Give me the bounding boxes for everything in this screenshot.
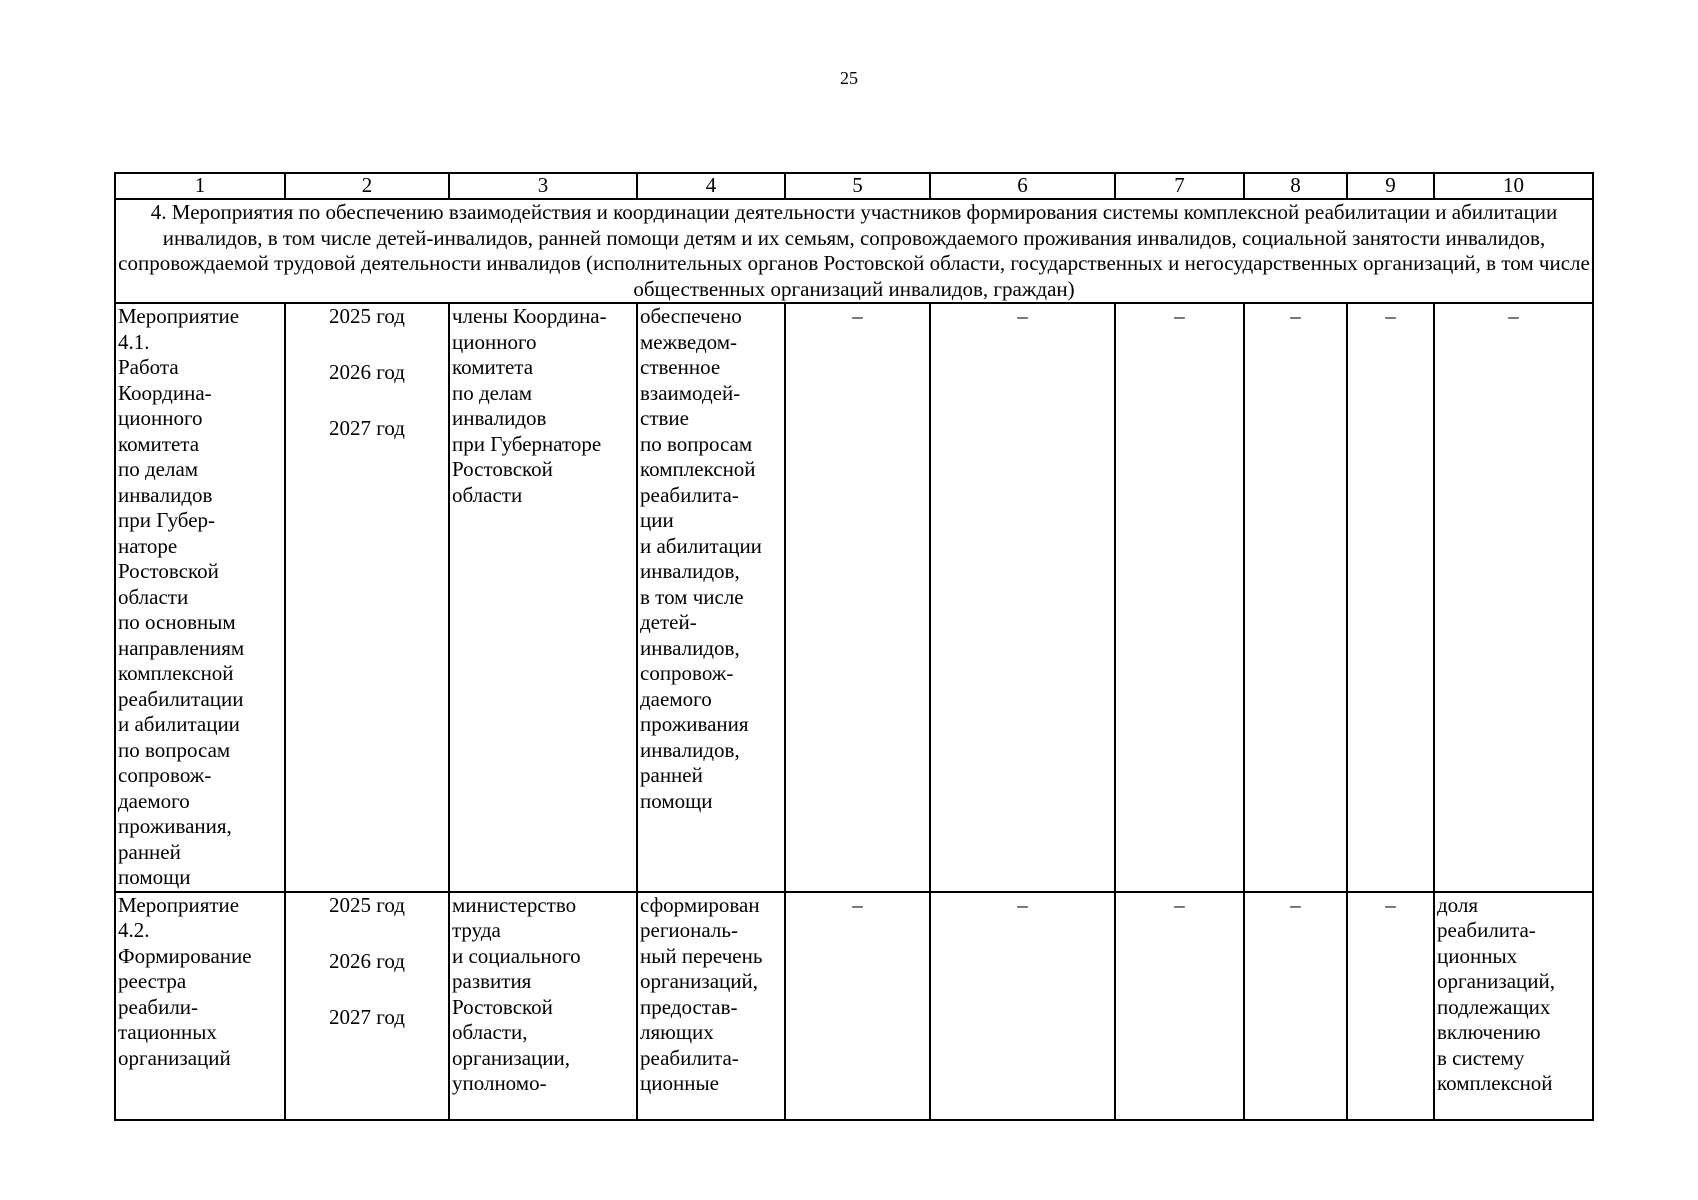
section-heading: 4. Мероприятия по обеспечению взаимодействия и координации деятельности участников формирования системы комплексной реабилитации и абилитации инвалидов, в том числе детей-инвалидов, ранней помощи детям и их семьям, сопровождаемого проживания инвалидов, социальной занятости инвалидов, сопровождаемой трудовой деятельности инвалидов (исполнительных органов Ростовской области, государственных и негосударственных организаций, в том числе общественных организаций инвалидов, граждан) [115, 199, 1593, 303]
value-cell-5: – [785, 892, 930, 1120]
value-cell-5: – [785, 303, 930, 892]
column-number: 7 [1115, 173, 1244, 199]
value-cell-9: – [1347, 892, 1434, 1120]
page-number: 25 [840, 68, 858, 88]
year-label: 2025 год [329, 892, 405, 917]
value-cell-6: – [930, 892, 1115, 1120]
years-cell [285, 892, 449, 1120]
column-number: 5 [785, 173, 930, 199]
indicator-cell: доля реабилита- ционных организаций, подлежащих включению в систему комплексной [1434, 892, 1593, 1120]
year-label: 2027 год [329, 1004, 405, 1029]
result-cell: сформирован региональ- ный перечень организаций, предостав- ляющих реабилита- ционные [637, 892, 785, 1120]
column-number: 2 [285, 173, 449, 199]
column-number: 6 [930, 173, 1115, 199]
year-label: 2026 год [329, 360, 405, 384]
indicator-cell: – [1434, 303, 1593, 892]
table-row [115, 303, 1593, 892]
section-heading-row [115, 199, 1593, 303]
value-cell-6: – [930, 303, 1115, 892]
column-number: 1 [115, 173, 285, 199]
column-number-row [115, 173, 1593, 199]
value-cell-7: – [1115, 892, 1244, 1120]
column-number: 3 [449, 173, 637, 199]
value-cell-7: – [1115, 303, 1244, 892]
value-cell-9: – [1347, 303, 1434, 892]
column-number: 9 [1347, 173, 1434, 199]
executor-cell: министерство труда и социального развития Ростовской области, организации, уполномо- [449, 892, 637, 1120]
executor-cell: члены Координа- ционного комитета по делам инвалидов при Губернаторе Ростовской области [449, 303, 637, 892]
year-label: 2026 год [329, 948, 405, 973]
column-number: 4 [637, 173, 785, 199]
years-cell [285, 303, 449, 892]
value-cell-8: – [1244, 303, 1347, 892]
result-cell: обеспечено межведом- ственное взаимодей- ствие по вопросам комплексной реабилита- ции и абилитации инвалидов, в том числе детей- инвалидов, сопровож- даемого проживания инвалидов, ранней помощи [637, 303, 785, 892]
column-number: 10 [1434, 173, 1593, 199]
measures-table [114, 172, 1594, 1121]
table-row [115, 892, 1593, 1120]
measure-cell: Мероприятие 4.1. Работа Координа- ционного комитета по делам инвалидов при Губер- наторе Ростовской области по основным направлениям комплексной реабилитации и абилитации по вопросам сопровож- даемого проживания, ранней помощи [115, 303, 285, 892]
year-label: 2027 год [329, 416, 405, 440]
year-label: 2025 год [329, 304, 405, 328]
value-cell-8: – [1244, 892, 1347, 1120]
measure-cell: Мероприятие 4.2. Формирование реестра реабили- тационных организаций [115, 892, 285, 1120]
column-number: 8 [1244, 173, 1347, 199]
